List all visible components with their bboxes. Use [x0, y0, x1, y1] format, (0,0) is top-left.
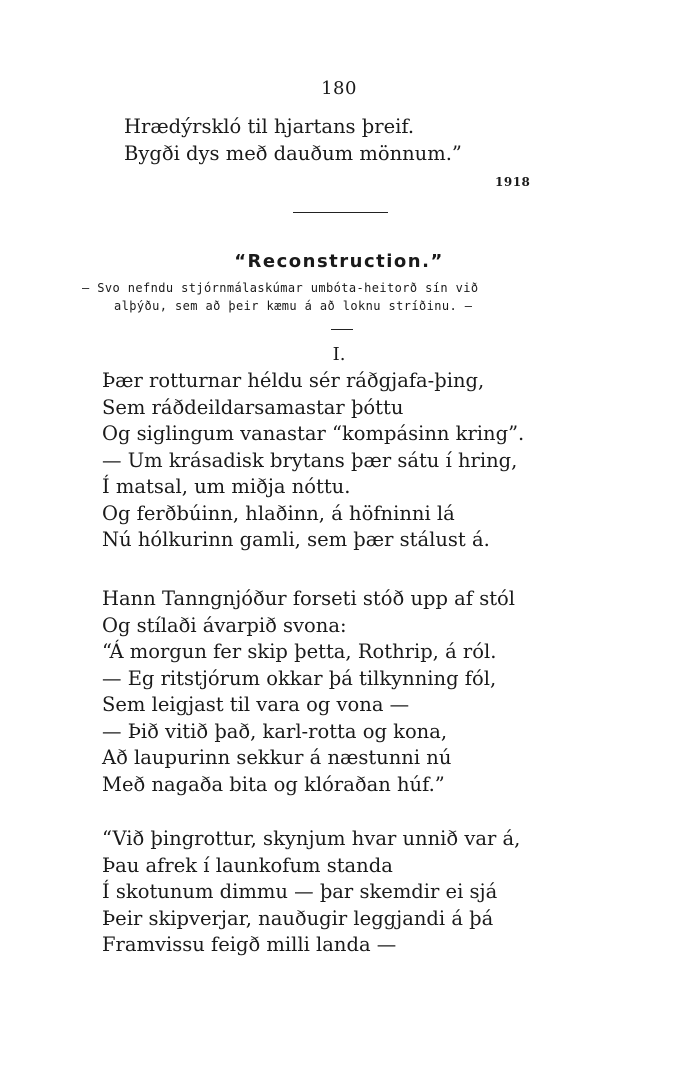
separator-rule — [293, 212, 388, 213]
verse-line: Þeir skipverjar, nauðugir leggjandi á þá — [102, 906, 494, 930]
verse-line: Framvissu feigð milli landa — — [102, 933, 397, 956]
verse-line: Sem leigjast til vara og vona — — [102, 693, 410, 716]
poem-title: “Reconstruction.” — [234, 251, 444, 272]
verse-line: Í skotunum dimmu — þar skemdir ei sjá — [102, 880, 498, 903]
verse-line: Og stílaði ávarpið svona: — [102, 613, 347, 637]
verse-line: Sem ráðdeildarsamastar þóttu — [102, 395, 404, 419]
poem-date: 1918 — [495, 175, 531, 189]
stanza — [102, 826, 520, 959]
verse-line: Og siglingum vanastar “kompásinn kring”. — [102, 422, 525, 445]
verse-line: Hann Tanngnjóður forseti stóð upp af stól — [102, 587, 516, 610]
intro-verse — [102, 114, 462, 167]
verse-line: Hrædýrskló til hjartans þreif. — [124, 115, 415, 138]
verse-line: Nú hólkurinn gamli, sem þær stálust á. — [102, 528, 490, 551]
stanza — [102, 586, 515, 798]
editorial-note-line: alþýðu, sem að þeir kæmu á að loknu stríðinu. — — [114, 299, 473, 313]
verse-line: — Um krásadisk brytans þær sátu í hring, — [102, 448, 518, 472]
verse-line: Bygði dys með dauðum mönnum.” — [124, 141, 462, 165]
verse-line: Í matsal, um miðja nóttu. — [102, 475, 351, 498]
verse-line: Þau afrek í launkofum standa — [102, 853, 393, 877]
verse-line: Og ferðbúinn, hlaðinn, á höfninni lá — [102, 501, 455, 525]
verse-line: “Við þingrottur, skynjum hvar unnið var á, — [102, 827, 521, 850]
verse-line: Þær rotturnar héldu sér ráðgjafa-þing, — [102, 369, 485, 392]
section-numeral: I. — [332, 344, 346, 365]
verse-line: “Á morgun fer skip þetta, Rothrip, á ról. — [102, 640, 497, 663]
verse-line: Að laupurinn sekkur á næstunni nú — [102, 746, 452, 769]
verse-line: Með nagaða bita og klóraðan húf.” — [102, 772, 445, 796]
verse-line: — Þið vitið það, karl-rotta og kona, — [102, 719, 448, 743]
verse-line: — Eg ritstjórum okkar þá tilkynning fól, — [102, 666, 497, 690]
page-number: 180 — [321, 78, 357, 99]
stanza — [102, 368, 524, 554]
editorial-note-line: — Svo nefndu stjórnmálaskúmar umbóta-heitorð sín við — [82, 281, 479, 295]
short-separator-rule — [331, 329, 353, 330]
